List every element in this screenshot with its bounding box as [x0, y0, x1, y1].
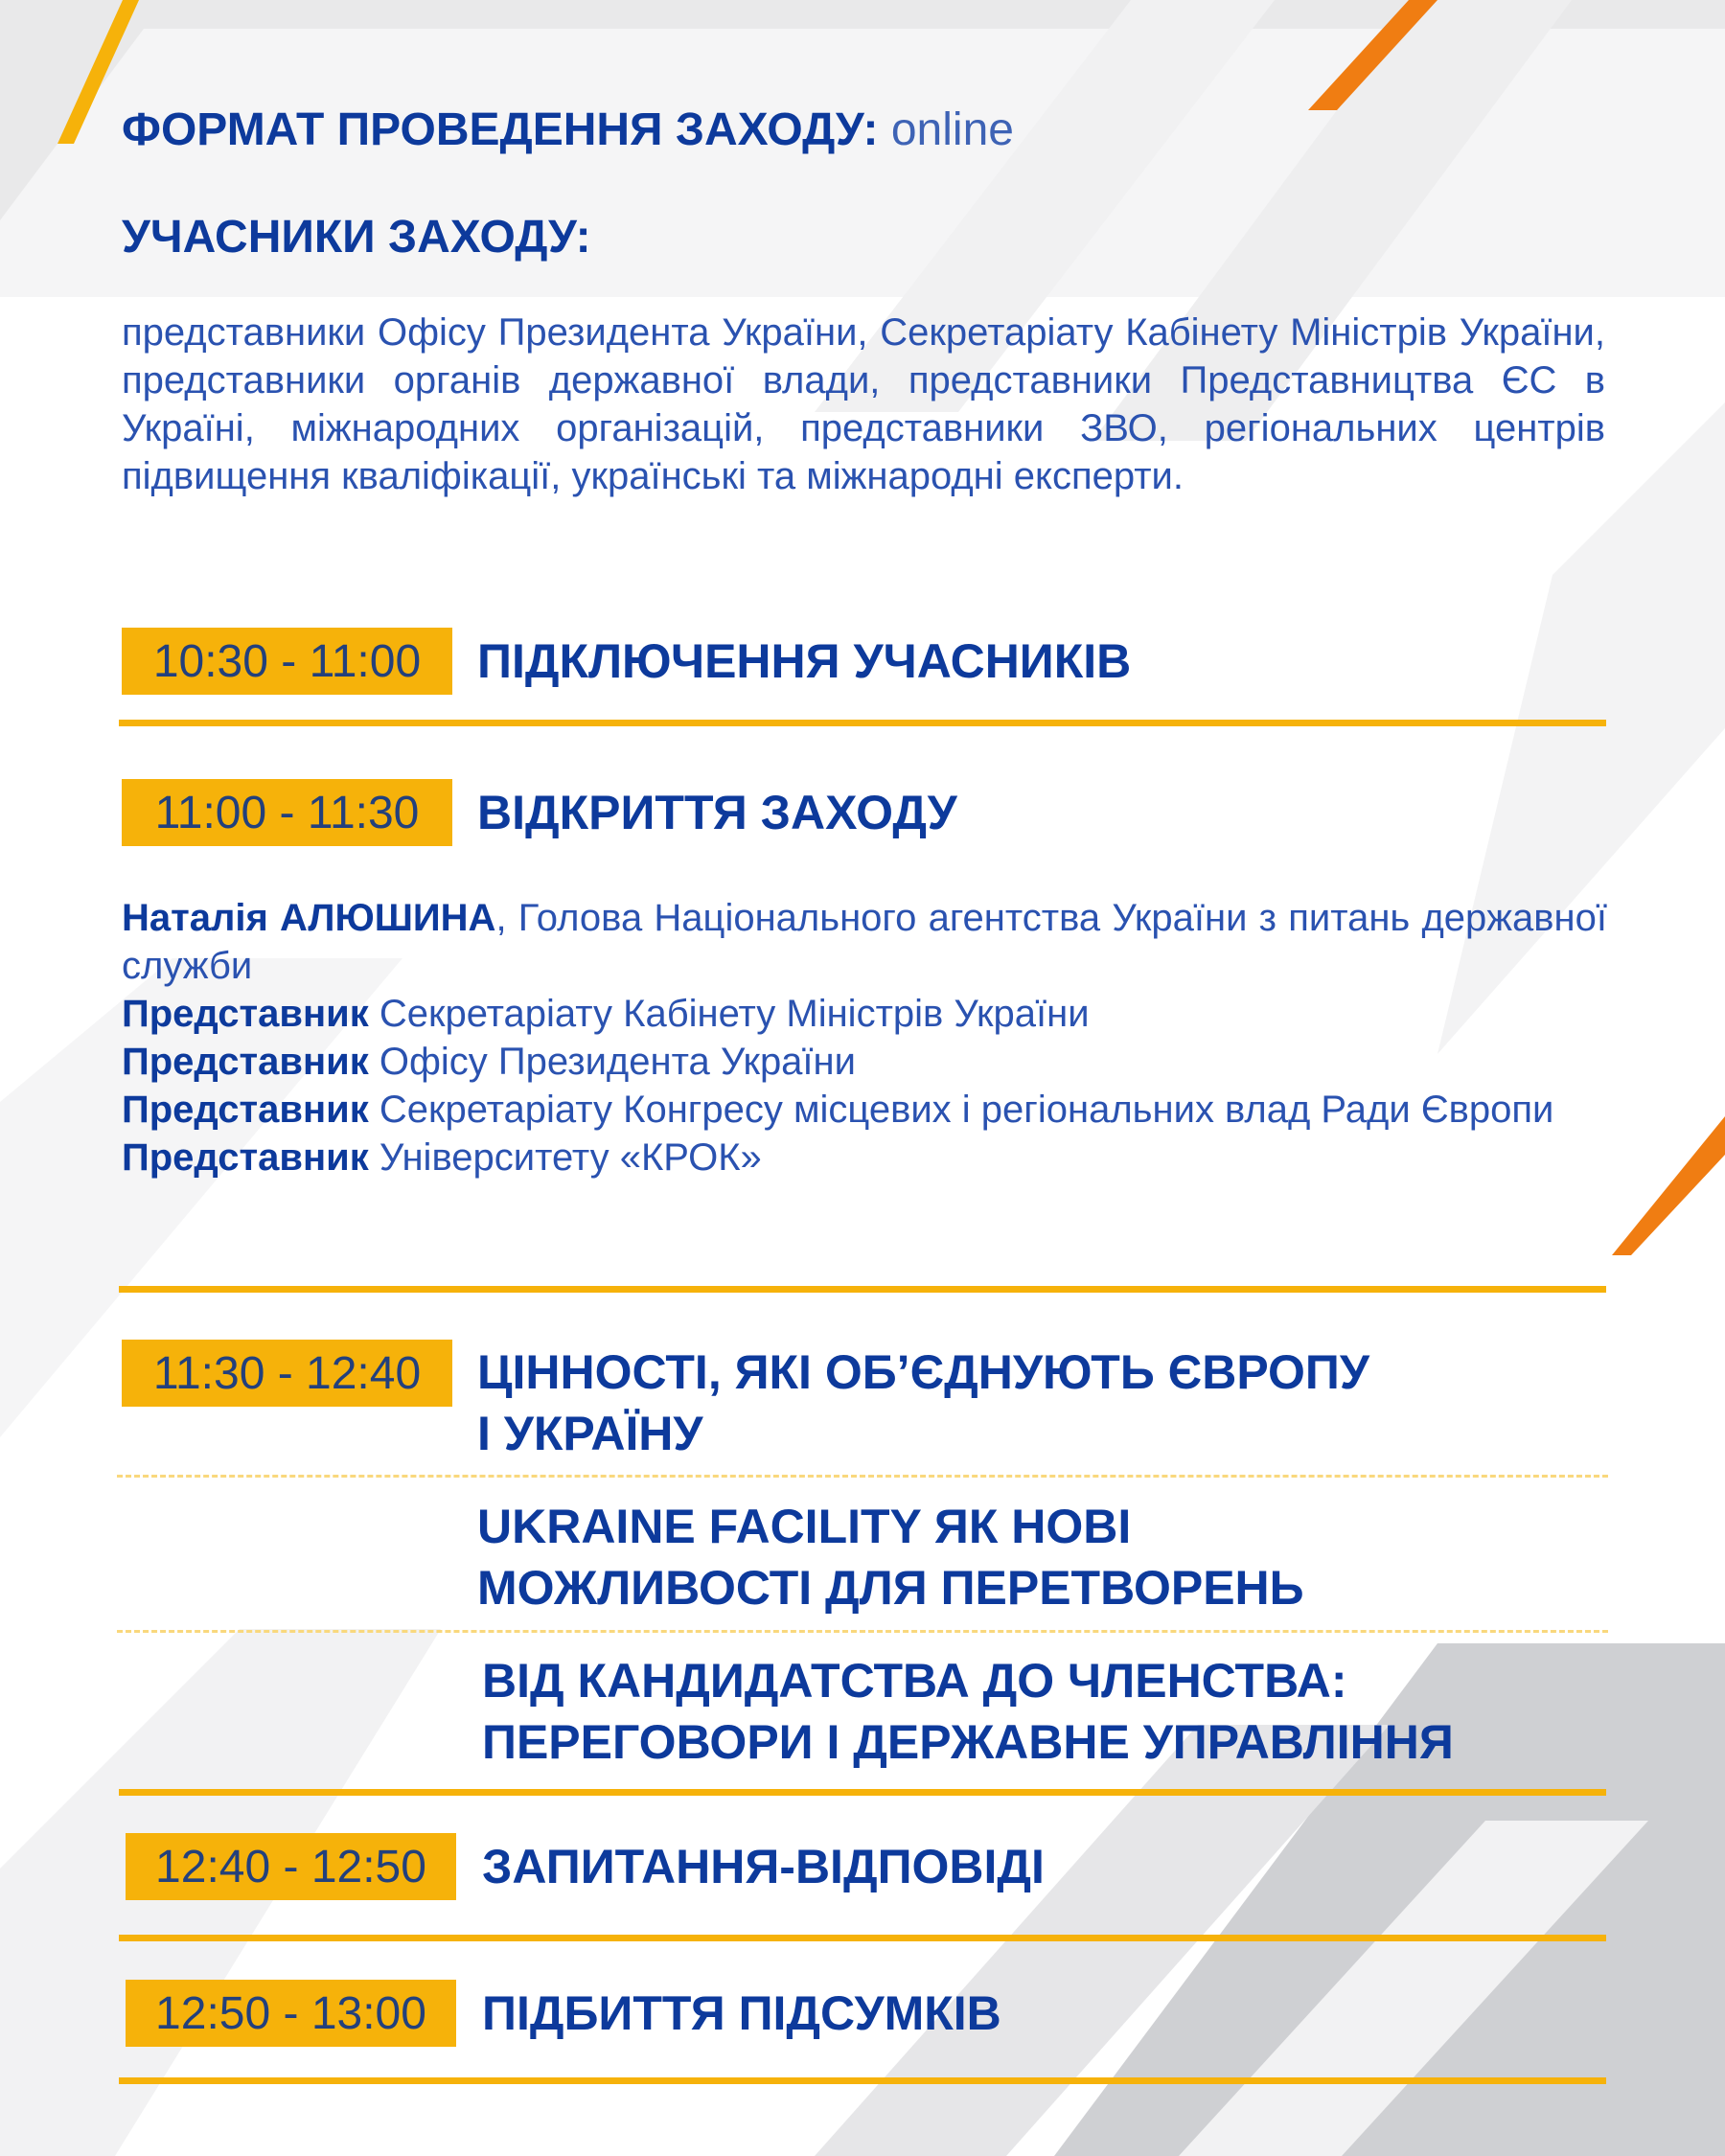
- session-title: ЗАПИТАННЯ-ВІДПОВІДІ: [482, 1840, 1045, 1893]
- format-label: ФОРМАТ ПРОВЕДЕННЯ ЗАХОДУ:: [122, 104, 879, 155]
- time-badge: 11:30 - 12:40: [122, 1340, 452, 1407]
- dashed-divider: [117, 1475, 1608, 1478]
- speaker-role: Секретаріату Кабінету Міністрів України: [368, 993, 1090, 1035]
- speaker-role: Офісу Президента України: [368, 1041, 856, 1083]
- dashed-divider: [117, 1630, 1608, 1633]
- topic-title: ЦІННОСТІ, ЯКІ ОБ’ЄДНУЮТЬ ЄВРОПУ І УКРАЇНУ: [477, 1345, 1369, 1460]
- divider: [119, 1789, 1606, 1796]
- format-heading: [122, 103, 1014, 156]
- speaker-name: Представник: [122, 1136, 369, 1179]
- divider: [119, 720, 1606, 726]
- participants-text: представники Офісу Президента України, Секретаріату Кабінету Міністрів України, представники органів державної влади, представники Представництва ЄС в Україні, міжнародних організацій, представники ЗВО, регіональних центрів підвищення кваліфікації, українські та міжнародні експерти.: [122, 311, 1605, 497]
- session-title: ПІДКЛЮЧЕННЯ УЧАСНИКІВ: [477, 634, 1132, 688]
- time-badge: 12:50 - 13:00: [126, 1980, 456, 2047]
- speaker-role: , Голова Національного агентства України з питань державної служби: [122, 897, 1608, 987]
- speaker-role: Університету «КРОК»: [368, 1136, 762, 1179]
- divider: [119, 2077, 1606, 2084]
- speaker-role: Секретаріату Конгресу місцевих і регіональних влад Ради Європи: [368, 1089, 1554, 1131]
- divider: [119, 1286, 1606, 1293]
- participants-heading: УЧАСНИКИ ЗАХОДУ:: [122, 212, 591, 263]
- speaker-item: [122, 1086, 1607, 1134]
- speaker-name: Наталія АЛЮШИНА: [122, 897, 496, 939]
- session-title: ВІДКРИТТЯ ЗАХОДУ: [477, 786, 957, 839]
- speaker-item: [122, 1038, 1607, 1086]
- speaker-name: Представник: [122, 993, 369, 1035]
- speaker-list: [122, 894, 1607, 1181]
- time-badge: 10:30 - 11:00: [122, 628, 452, 695]
- format-value: online: [890, 104, 1014, 155]
- session-title: ПІДБИТТЯ ПІДСУМКІВ: [482, 1986, 1001, 2040]
- topic-title: ВІД КАНДИДАТСТВА ДО ЧЛЕНСТВА: ПЕРЕГОВОРИ І ДЕРЖАВНЕ УПРАВЛІННЯ: [482, 1654, 1454, 1769]
- time-badge: 11:00 - 11:30: [122, 779, 452, 846]
- speaker-item: [122, 1134, 1607, 1181]
- speaker-item: [122, 894, 1607, 990]
- topic-title: UKRAINE FACILITY ЯК НОВІ МОЖЛИВОСТІ ДЛЯ ПЕРЕТВОРЕНЬ: [477, 1500, 1304, 1615]
- speaker-name: Представник: [122, 1041, 369, 1083]
- time-badge: 12:40 - 12:50: [126, 1833, 456, 1900]
- divider: [119, 1935, 1606, 1941]
- speaker-name: Представник: [122, 1089, 369, 1131]
- speaker-item: [122, 990, 1607, 1038]
